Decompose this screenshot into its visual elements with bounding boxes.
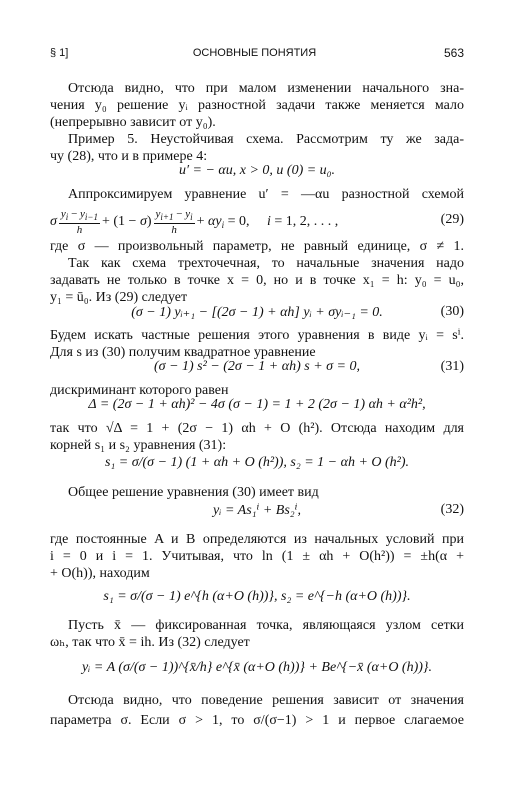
text-line: чения y₀ решение yᵢ разностной задачи также меняется мало bbox=[50, 98, 464, 113]
text-line: дискриминант которого равен bbox=[50, 383, 229, 398]
equation-text: s₁ = σ/(σ − 1) e^{h (α+O (h))}, s₂ = e^{−h (α+O (h))}. bbox=[103, 589, 411, 604]
equation-text: Δ = (2σ − 1 + αh)² − 4σ (σ − 1) = 1 + 2 (2σ − 1) αh + α²h², bbox=[88, 397, 426, 412]
equation-text: yᵢ = A (σ/(σ − 1))^{x̄/h} e^{x̄ (α+O (h))} + Be^{−x̄ (α+O (h))}. bbox=[81, 660, 433, 675]
section-mark: § 1] bbox=[50, 47, 69, 59]
equation-text: u′ = − αu, x > 0, u (0) = u₀. bbox=[178, 163, 336, 178]
page-number: 563 bbox=[443, 46, 464, 60]
equation-30 bbox=[50, 301, 464, 325]
text-line: где σ — произвольный параметр, не равный единице, σ ≠ 1. bbox=[50, 239, 464, 254]
equation-text: s₁ = σ/(σ − 1) (1 + αh + O (h²)), s₂ = 1 − αh + O (h²). bbox=[104, 455, 410, 470]
text-line: параметра σ. Если σ > 1, то σ/(σ−1) > 1 и первое слагаемое bbox=[50, 713, 464, 728]
chapter-title: ОСНОВНЫЕ ПОНЯТИЯ bbox=[192, 47, 317, 59]
text-line: Для s из (30) получим квадратное уравнение bbox=[50, 345, 316, 360]
text-line: так что √Δ = 1 + (2σ − 1) αh + O (h²). Отсюда находим для bbox=[50, 421, 464, 436]
equation-31 bbox=[50, 356, 464, 380]
equation-text: (σ − 1) yᵢ₊₁ − [(2σ − 1) + αh] yᵢ + σyᵢ₋₁ = 0. bbox=[131, 305, 383, 320]
equation-s bbox=[50, 582, 464, 612]
equation-number: (32) bbox=[440, 502, 464, 517]
text-line: Отсюда видно, что поведение решения зависит от значения bbox=[68, 693, 464, 708]
text-line: Аппроксимируем уравнение u′ = —αu разностной схемой bbox=[68, 187, 464, 202]
text-line: y₁ = ū₀. Из (29) следует bbox=[50, 290, 188, 305]
text-line: задавать не только в точке x = 0, но и в точке x₁ = h: y₀ = u₀, bbox=[50, 273, 464, 288]
equation-number: (30) bbox=[440, 304, 464, 319]
equation-32 bbox=[50, 499, 464, 527]
equation-number: (29) bbox=[440, 212, 464, 227]
equation-discriminant bbox=[50, 394, 464, 418]
text-line: i = 0 и i = 1. Учитывая, что ln (1 ± αh + O(h²)) = ±h(α + bbox=[50, 549, 464, 564]
text-line: Пример 5. Неустойчивая схема. Рассмотрим ту же зада- bbox=[68, 132, 464, 147]
equation-text: yᵢ = As₁ⁱ + Bs₂ⁱ, bbox=[213, 503, 301, 518]
text-line: корней s₁ и s₂ уравнения (31): bbox=[50, 438, 227, 453]
equation-text: (σ − 1) s² − (2σ − 1 + αh) s + σ = 0, bbox=[154, 359, 360, 374]
equation-number: (31) bbox=[440, 359, 464, 374]
text-line: Отсюда видно, что при малом изменении начального зна- bbox=[68, 81, 464, 96]
equation-example bbox=[50, 160, 464, 184]
text-line: Пусть x̄ — фиксированная точка, являющаяся узлом сетки bbox=[68, 618, 464, 633]
equation-final bbox=[50, 650, 464, 686]
equation-roots bbox=[50, 452, 464, 480]
text-line: где постоянные A и B определяются из начальных условий при bbox=[50, 532, 464, 547]
equation-29-body: σ $\frac{y_i - y_{i-1}}{h}$ + (1 − σ) $\frac{y_{i+1} - y_i}{h}$ + $\alpha y_i = 0$, i = 1, 2, . . . , bbox=[50, 208, 339, 236]
text-line: (непрерывно зависит от y₀). bbox=[50, 115, 216, 130]
text-line: Так как схема трехточечная, то начальные значения надо bbox=[68, 256, 464, 271]
text-line: + O(h)), находим bbox=[50, 566, 150, 581]
text-line: ωₕ, так что x̄ = ih. Из (32) следует bbox=[50, 635, 250, 650]
equation-29 bbox=[50, 204, 464, 234]
text-line: чу (28), что и в примере 4: bbox=[50, 149, 208, 164]
text-line: Общее решение уравнения (30) имеет вид bbox=[68, 485, 319, 500]
text-line: Будем искать частные решения этого уравнения в виде yᵢ = sⁱ. bbox=[50, 328, 464, 343]
